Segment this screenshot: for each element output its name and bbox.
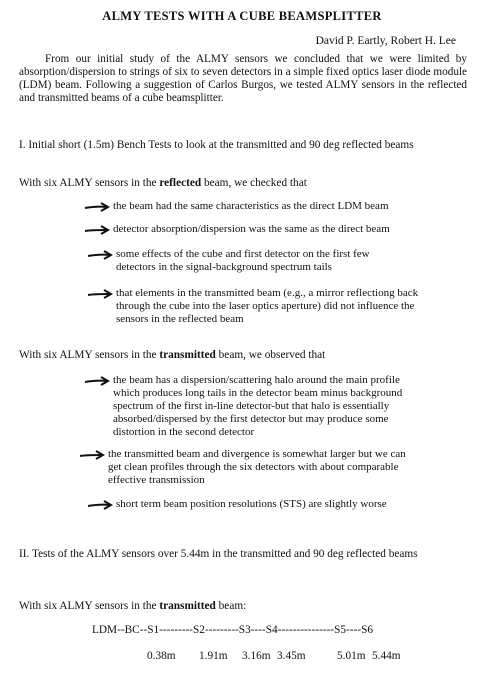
intro-paragraph: From our initial study of the ALMY sensors we concluded that we were limited by absorption/dispersion to strings of six to seven detectors in a simple fixed optics laser diode module (LDM) beam. Following a suggestion of Carlos Burgos, we tested ALMY sensors in the reflected and transmitted beams of a cube beamsplitter. (19, 53, 467, 104)
reflected-bullet (113, 200, 389, 213)
reflected-bullet (116, 287, 418, 326)
bullet-line: some effects of the cube and first detector on the first few (116, 248, 370, 260)
authors: David P. Eartly, Robert H. Lee (315, 35, 456, 47)
bullet-line: detectors in the signal-background spectrum tails (116, 261, 332, 273)
bullet-line: which produces long tails in the detector beam minus background (113, 387, 403, 399)
reflected-bullet (113, 223, 390, 236)
bullet-line: effective transmission (108, 474, 205, 486)
lead-text: beam, we observed that (215, 349, 326, 361)
bullet-line: detector absorption/dispersion was the same as the direct beam (113, 223, 390, 235)
transmitted-lead (19, 349, 325, 361)
bullet-line: through the cube into the laser optics aperture) did not influence the (116, 300, 415, 312)
distance-label: 5.01m (337, 650, 366, 662)
hand-drawn-arrow-icon (83, 223, 111, 237)
hand-drawn-arrow-icon (83, 200, 111, 214)
hand-drawn-arrow-icon (86, 498, 114, 512)
distance-label: 5.44m (372, 650, 401, 662)
bullet-line: the beam has a dispersion/scattering halo around the main profile (113, 374, 400, 386)
lead-text: beam: (215, 600, 247, 612)
hand-drawn-arrow-icon (86, 287, 114, 301)
document-title: ALMY TESTS WITH A CUBE BEAMSPLITTER (102, 9, 382, 23)
distance-label: 3.45m (277, 650, 306, 662)
section-2-heading: II. Tests of the ALMY sensors over 5.44m in the transmitted and 90 deg reflected beams (19, 548, 418, 560)
hand-drawn-arrow-icon (83, 374, 111, 388)
lead-emphasis: transmitted (159, 600, 216, 612)
layout-line: LDM--BC--S1---------S2---------S3----S4---------------S5----S6 (92, 624, 374, 636)
lead-emphasis: reflected (159, 177, 202, 189)
lead-text: With six ALMY sensors in the (19, 349, 160, 361)
distance-label: 1.91m (199, 650, 228, 662)
reflected-lead (19, 177, 307, 189)
hand-drawn-arrow-icon (86, 248, 114, 262)
transmitted-bullet (113, 374, 402, 439)
transmitted2-lead (19, 600, 246, 612)
reflected-bullet (116, 248, 370, 274)
bullet-line: spectrum of the first in-line detector-but that halo is essentially (113, 400, 390, 412)
lead-emphasis: transmitted (159, 349, 216, 361)
distance-label: 0.38m (147, 650, 176, 662)
transmitted-bullet (116, 498, 387, 511)
bullet-line: that elements in the transmitted beam (e.g., a mirror reflectiong back (116, 287, 419, 299)
transmitted-bullet (108, 448, 406, 487)
distance-label: 3.16m (242, 650, 271, 662)
bullet-line: distortion in the second detector (113, 426, 255, 438)
bullet-line: short term beam position resolutions (STS) are slightly worse (116, 498, 387, 510)
hand-drawn-arrow-icon (78, 448, 106, 462)
section-1-heading: I. Initial short (1.5m) Bench Tests to look at the transmitted and 90 deg reflected beams (19, 139, 414, 151)
bullet-line: the transmitted beam and divergence is somewhat larger but we can (108, 448, 406, 460)
bullet-line: get clean profiles through the six detectors with about comparable (108, 461, 399, 473)
bullet-line: the beam had the same characteristics as the direct LDM beam (113, 200, 389, 212)
bullet-line: absorbed/dispersed by the first detector but may produce some (113, 413, 389, 425)
bullet-line: sensors in the reflected beam (116, 313, 244, 325)
lead-text: With six ALMY sensors in the (19, 177, 160, 189)
lead-text: With six ALMY sensors in the (19, 600, 160, 612)
lead-text: beam, we checked that (201, 177, 307, 189)
